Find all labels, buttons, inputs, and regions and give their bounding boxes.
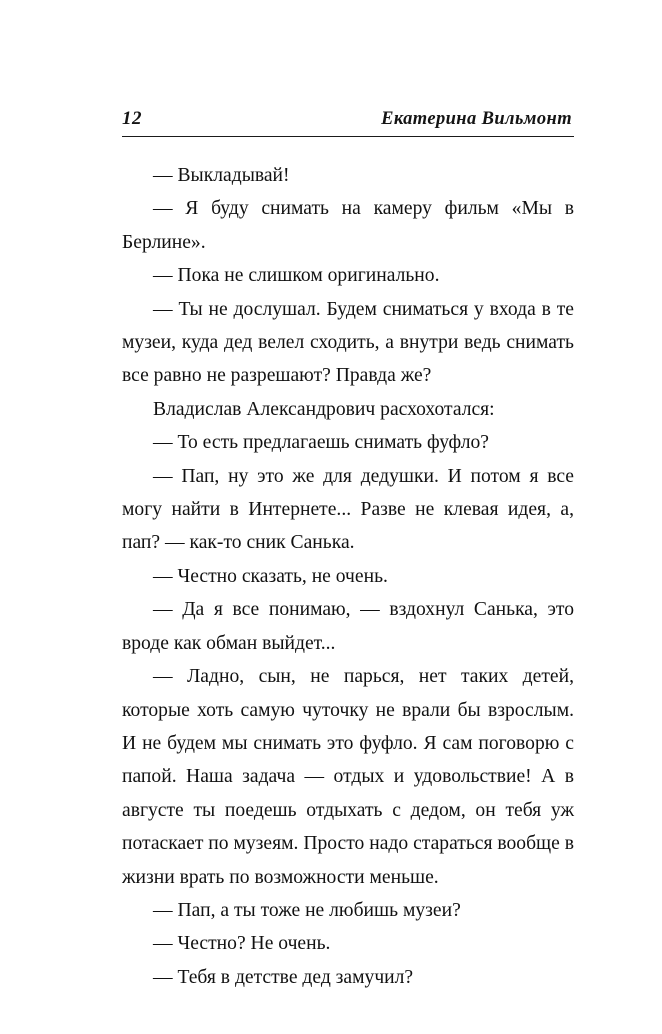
author-name: Екатерина Вильмонт	[381, 109, 572, 129]
paragraph: — Пап, а ты тоже не любишь музеи?	[153, 899, 461, 921]
paragraph: — Да я все понимаю, — вздохнул Санька, это вроде как обман выйдет...	[122, 599, 574, 654]
paragraph: — Выкладывай!	[153, 165, 290, 186]
page-content	[122, 108, 574, 994]
body-text	[122, 159, 574, 994]
paragraph: — Пока не слишком оригинально.	[153, 265, 440, 287]
paragraph: — Честно сказать, не очень.	[153, 565, 388, 587]
paragraph: Владислав Александрович расхохотался:	[153, 398, 495, 420]
paragraph: — Ладно, сын, не парься, нет таких детей, которые хоть самую чуточку не врали бы взрослым. И не будем мы снимать это фуфло. Я сам поговорю с папой. Наша задача — отдых и удовольствие! А в августе ты поедешь отдыхать с дедом, он тебя уж потаскает по музеям. Просто надо стараться вообще в жизни врать по возможности меньше.	[122, 666, 574, 888]
paragraph: — Тебя в детстве дед замучил?	[153, 966, 414, 988]
paragraph: — Пап, ну это же для дедушки. И потом я все могу найти в Интернете... Разве не клевая идея, а, пап? — как-то сник Санька.	[122, 465, 574, 554]
paragraph: — Честно? Не очень.	[153, 933, 331, 955]
paragraph: — Ты не дослушал. Будем сниматься у входа в те музеи, куда дед велел сходить, а внутри ведь снимать все равно не разрешают? Правда же?	[122, 298, 574, 387]
paragraph: — Я буду снимать на камеру фильм «Мы в Берлине».	[122, 198, 574, 253]
paragraph: — То есть предлагаешь снимать фуфло?	[153, 432, 489, 454]
running-head	[122, 108, 574, 137]
page-number: 12	[122, 108, 142, 129]
